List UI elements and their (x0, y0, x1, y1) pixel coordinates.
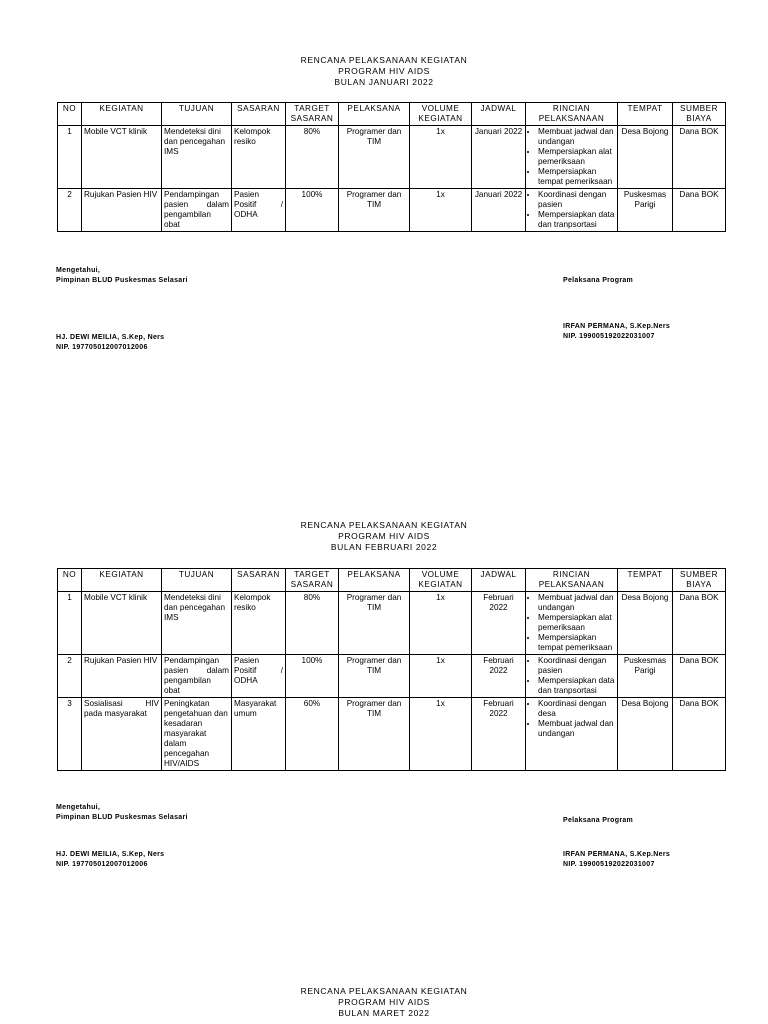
signature-left-block (56, 333, 164, 353)
cell-kegiatan: Mobile VCT klinik (82, 126, 162, 189)
section-maret (0, 986, 768, 1019)
cell-target: 80% (286, 592, 339, 655)
left-signer-name: HJ. DEWI MEILIA, S.Kep, Ners (56, 851, 165, 858)
rincian-item: • Membuat jadwal dan undangan (538, 593, 615, 613)
cell-rincian (526, 655, 618, 698)
right-signer-name: IRFAN PERMANA, S.Kep.Ners (563, 851, 671, 858)
cell-tempat: Desa Bojong (618, 592, 673, 655)
cell-tujuan: Peningkatan pengetahuan dan kesadaran masyarakat dalam pencegahan HIV/AIDS (162, 698, 232, 771)
title-line-3: BULAN MARET 2022 (338, 1008, 430, 1018)
right-signer-nip: NIP. 199005192022031007 (563, 333, 655, 340)
cell-volume: 1x (410, 592, 472, 655)
cell-no: 2 (58, 189, 82, 232)
cell-sasaran: Kelompok resiko (232, 126, 286, 189)
cell-jadwal: Januari 2022 (472, 126, 526, 189)
cell-no: 3 (58, 698, 82, 771)
cell-rincian (526, 126, 618, 189)
plan-table-januari (57, 102, 726, 232)
table-row (58, 189, 726, 232)
cell-rincian (526, 592, 618, 655)
cell-sasaran: Masyarakat umum (232, 698, 286, 771)
header-rincian: RINCIAN PELAKSANAAN (526, 569, 618, 592)
pimpinan-label: Pimpinan BLUD Puskesmas Selasari (56, 814, 188, 821)
cell-tempat: Puskesmas Parigi (618, 655, 673, 698)
header-no: NO (58, 569, 82, 592)
cell-rincian (526, 698, 618, 771)
rincian-item: • Membuat jadwal dan undangan (538, 127, 615, 147)
rincian-item: • Koordinasi dengan pasien (538, 656, 615, 676)
cell-tujuan: Mendeteksi dini dan pencegahan IMS (162, 592, 232, 655)
section-februari (0, 520, 768, 553)
mengetahui-label: Mengetahui, (56, 267, 101, 274)
cell-kegiatan: Rujukan Pasien HIV (82, 655, 162, 698)
cell-target: 100% (286, 655, 339, 698)
header-volume: VOLUME KEGIATAN (410, 103, 472, 126)
section-title (0, 986, 768, 1019)
title-line-1: RENCANA PELAKSANAAN KEGIATAN (300, 520, 468, 530)
header-jadwal: JADWAL (472, 569, 526, 592)
title-line-2: PROGRAM HIV AIDS (338, 997, 430, 1007)
right-signer-name: IRFAN PERMANA, S.Kep.Ners (563, 323, 671, 330)
cell-no: 2 (58, 655, 82, 698)
title-line-3: BULAN FEBRUARI 2022 (330, 542, 438, 552)
cell-sasaran: Kelompok resiko (232, 592, 286, 655)
rincian-item: • Mempersiapkan tempat pemeriksaan (538, 633, 615, 653)
cell-volume: 1x (410, 189, 472, 232)
header-biaya: SUMBER BIAYA (673, 103, 726, 126)
header-pelaksana: PELAKSANA (339, 103, 410, 126)
title-line-2: PROGRAM HIV AIDS (338, 66, 430, 76)
header-rincian: RINCIAN PELAKSANAAN (526, 103, 618, 126)
section-title (0, 55, 768, 88)
header-kegiatan: KEGIATAN (82, 569, 162, 592)
cell-jadwal: Februari 2022 (472, 655, 526, 698)
header-no: NO (58, 103, 82, 126)
cell-biaya: Dana BOK (673, 189, 726, 232)
cell-sasaran: Pasien Positif / ODHA (232, 189, 286, 232)
rincian-item: • Mempersiapkan data dan tranpsortasi (538, 210, 615, 230)
cell-kegiatan: Sosialisasi HIV pada masyarakat (82, 698, 162, 771)
right-signer-nip: NIP. 199005192022031007 (563, 861, 655, 868)
table-row (58, 592, 726, 655)
cell-biaya: Dana BOK (673, 126, 726, 189)
cell-volume: 1x (410, 698, 472, 771)
section-title (0, 520, 768, 553)
header-volume: VOLUME KEGIATAN (410, 569, 472, 592)
title-line-1: RENCANA PELAKSANAAN KEGIATAN (300, 986, 468, 996)
table-row (58, 126, 726, 189)
header-target: TARGET SASARAN (286, 569, 339, 592)
cell-no: 1 (58, 126, 82, 189)
left-signer-nip: NIP. 197705012007012006 (56, 861, 148, 868)
header-sasaran: SASARAN (232, 103, 286, 126)
cell-pelaksana: Programer dan TIM (339, 126, 410, 189)
cell-pelaksana: Programer dan TIM (339, 189, 410, 232)
header-tempat: TEMPAT (618, 103, 673, 126)
table-row (58, 655, 726, 698)
rincian-item: • Mempersiapkan alat pemeriksaan (538, 147, 615, 167)
cell-pelaksana: Programer dan TIM (339, 655, 410, 698)
cell-biaya: Dana BOK (673, 655, 726, 698)
header-tempat: TEMPAT (618, 569, 673, 592)
cell-pelaksana: Programer dan TIM (339, 592, 410, 655)
cell-volume: 1x (410, 126, 472, 189)
cell-target: 80% (286, 126, 339, 189)
rincian-item: • Koordinasi dengan pasien (538, 190, 615, 210)
title-line-1: RENCANA PELAKSANAAN KEGIATAN (300, 55, 468, 65)
header-sasaran: SASARAN (232, 569, 286, 592)
cell-jadwal: Januari 2022 (472, 189, 526, 232)
cell-tempat: Puskesmas Parigi (618, 189, 673, 232)
pelaksana-program-label: Pelaksana Program (563, 817, 634, 824)
cell-target: 100% (286, 189, 339, 232)
cell-pelaksana: Programer dan TIM (339, 698, 410, 771)
table-header-row (58, 103, 726, 126)
rincian-item: • Koordinasi dengan desa (538, 699, 615, 719)
cell-biaya: Dana BOK (673, 592, 726, 655)
header-biaya: SUMBER BIAYA (673, 569, 726, 592)
rincian-item: • Mempersiapkan tempat pemeriksaan (538, 167, 615, 187)
cell-kegiatan: Rujukan Pasien HIV (82, 189, 162, 232)
cell-no: 1 (58, 592, 82, 655)
signature-left-block (56, 850, 164, 870)
cell-tujuan: Pendampingan pasien dalam pengambilan obat (162, 655, 232, 698)
header-target: TARGET SASARAN (286, 103, 339, 126)
cell-tujuan: Mendeteksi dini dan pencegahan IMS (162, 126, 232, 189)
header-kegiatan: KEGIATAN (82, 103, 162, 126)
cell-jadwal: Februari 2022 (472, 592, 526, 655)
rincian-item: • Mempersiapkan alat pemeriksaan (538, 613, 615, 633)
signature-right-block (563, 850, 670, 870)
signature-right-block (563, 322, 670, 342)
left-signer-nip: NIP. 197705012007012006 (56, 344, 148, 351)
pimpinan-label: Pimpinan BLUD Puskesmas Selasari (56, 277, 188, 284)
rincian-item: • Mempersiapkan data dan tranpsortasi (538, 676, 615, 696)
cell-kegiatan: Mobile VCT klinik (82, 592, 162, 655)
header-tujuan: TUJUAN (162, 103, 232, 126)
header-pelaksana: PELAKSANA (339, 569, 410, 592)
section-januari (0, 55, 768, 88)
pelaksana-program-label: Pelaksana Program (563, 277, 634, 284)
header-tujuan: TUJUAN (162, 569, 232, 592)
cell-volume: 1x (410, 655, 472, 698)
cell-tempat: Desa Bojong (618, 698, 673, 771)
title-line-3: BULAN JANUARI 2022 (334, 77, 434, 87)
plan-table-februari (57, 568, 726, 771)
table-header-row (58, 569, 726, 592)
cell-tempat: Desa Bojong (618, 126, 673, 189)
cell-rincian (526, 189, 618, 232)
title-line-2: PROGRAM HIV AIDS (338, 531, 430, 541)
table-row (58, 698, 726, 771)
rincian-item: • Membuat jadwal dan undangan (538, 719, 615, 739)
mengetahui-label: Mengetahui, (56, 804, 101, 811)
header-jadwal: JADWAL (472, 103, 526, 126)
signature-left-heading (56, 266, 188, 286)
cell-tujuan: Pendampingan pasien dalam pengambilan obat (162, 189, 232, 232)
cell-biaya: Dana BOK (673, 698, 726, 771)
cell-jadwal: Februari 2022 (472, 698, 526, 771)
cell-target: 60% (286, 698, 339, 771)
signature-left-heading (56, 803, 188, 823)
left-signer-name: HJ. DEWI MEILIA, S.Kep, Ners (56, 334, 165, 341)
cell-sasaran: Pasien Positif / ODHA (232, 655, 286, 698)
